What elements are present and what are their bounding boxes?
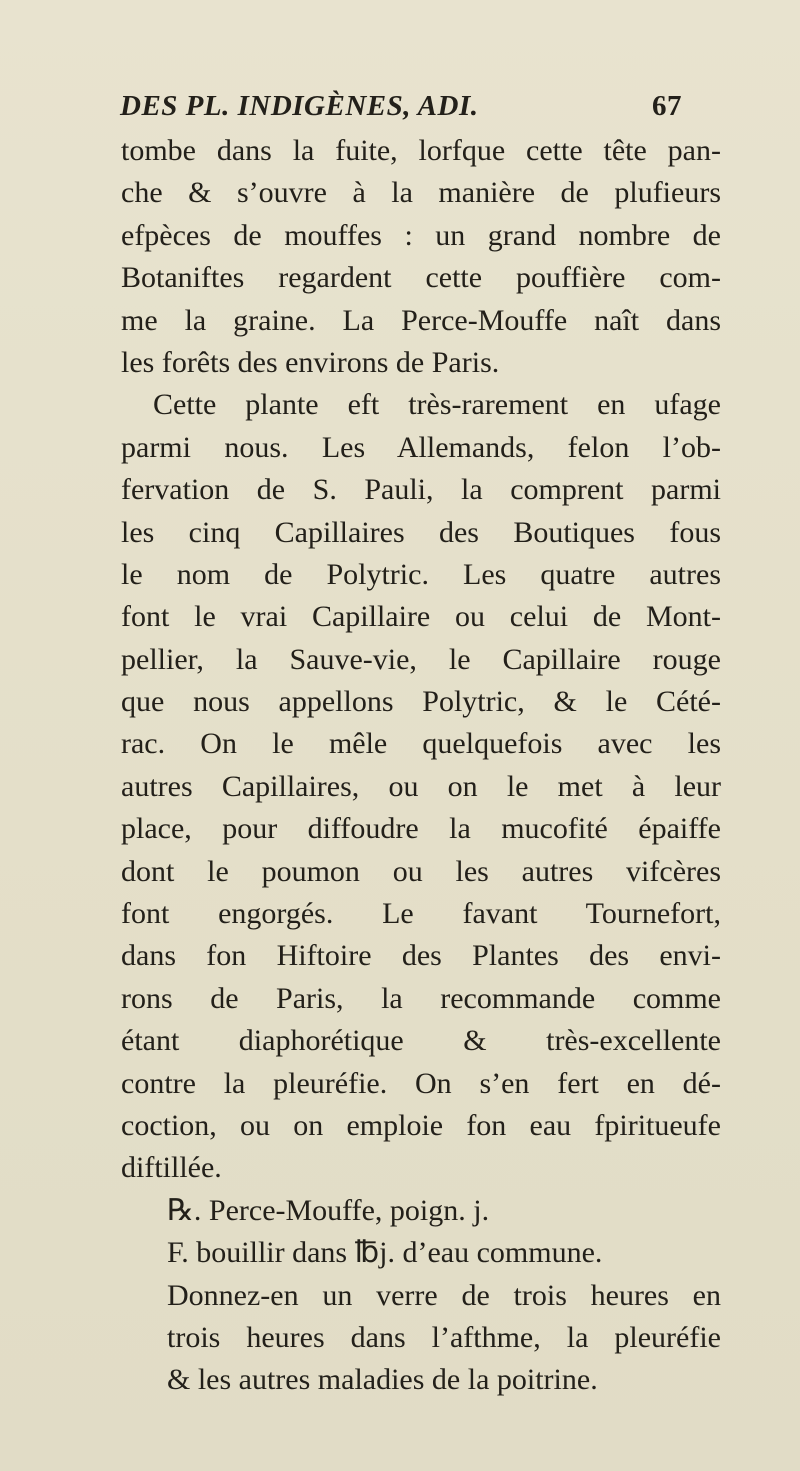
text-line: étant diaphorétique & très-excellente: [121, 1024, 721, 1058]
text-line: font engorgés. Le favant Tournefort,: [121, 897, 721, 931]
text-line: coction, ou on emploie fon eau fpiritueufe: [121, 1108, 721, 1142]
text-line: fervation de S. Pauli, la comprent parmi: [121, 473, 721, 507]
text-line: dont le poumon ou les autres vifcères: [121, 854, 721, 888]
text-line: Cette plante eft très-rarement en ufage: [153, 388, 721, 422]
text-line: parmi nous. Les Allemands, felon l’ob-: [121, 430, 721, 464]
page-header: [120, 90, 720, 134]
text-line: pellier, la Sauve-vie, le Capillaire rouge: [121, 642, 721, 676]
text-line: que nous appellons Polytric, & le Cété-: [121, 685, 721, 719]
text-line: efpèces de mouffes : un grand nombre de: [121, 218, 721, 252]
text-line: le nom de Polytric. Les quatre autres: [121, 557, 721, 591]
text-line: me la graine. La Perce-Mouffe naît dans: [121, 303, 721, 337]
recipe-line: & les autres maladies de la poitrine.: [167, 1363, 598, 1397]
text-line: dans fon Hiftoire des Plantes des envi-: [121, 939, 721, 973]
recipe-line: trois heures dans l’afthme, la pleuréfie: [167, 1320, 721, 1354]
text-line: font le vrai Capillaire ou celui de Mont-: [121, 600, 721, 634]
recipe-line: Donnez-en un verre de trois heures en: [167, 1278, 721, 1312]
page-number: 67: [652, 90, 682, 122]
text-line: che & s’ouvre à la manière de plufieurs: [121, 176, 721, 210]
text-line: les cinq Capillaires des Boutiques fous: [121, 515, 721, 549]
text-line: rons de Paris, la recommande comme: [121, 981, 721, 1015]
text-line: rac. On le mêle quelquefois avec les: [121, 727, 721, 761]
recipe-line: ℞. Perce-Mouffe, poign. j.: [167, 1193, 490, 1227]
text-line: tombe dans la fuite, lorfque cette tête pan-: [121, 134, 721, 167]
recipe-line: F. bouillir dans ℔j. d’eau commune.: [167, 1236, 603, 1270]
text-line: autres Capillaires, ou on le met à leur: [121, 769, 721, 803]
text-line: les forêts des environs de Paris.: [121, 345, 500, 379]
text-line: place, pour diffoudre la mucofité épaiffe: [121, 812, 721, 846]
text-line: diftillée.: [121, 1151, 222, 1185]
body-text: [121, 130, 721, 1402]
text-line: contre la pleuréfie. On s’en fert en dé-: [121, 1066, 721, 1100]
text-line: Botaniftes regardent cette pouffière com-: [121, 261, 721, 295]
running-head: DES PL. INDIGÈNES, ADI.: [120, 90, 479, 122]
